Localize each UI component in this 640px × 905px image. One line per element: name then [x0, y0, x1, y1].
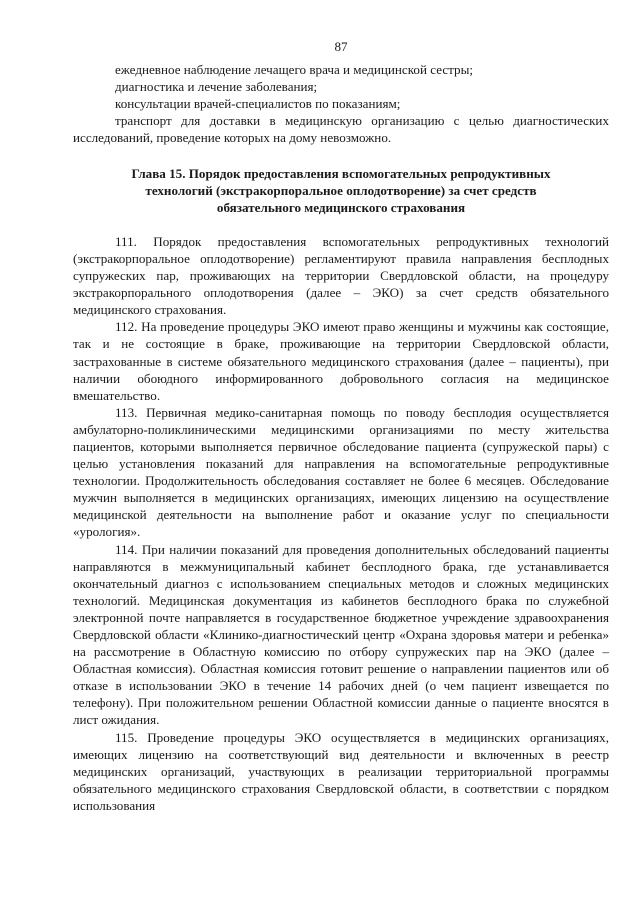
paragraph-114: 114. При наличии показаний для проведения дополнительных обследований пациенты направляются в межмуниципальный кабинет бесплодного брака, где устанавливается окончательный диагноз с использованием специальных методов и сложных медицинских технологий. Медицинская документация из кабинетов бесплодного брака по служебной электронной почте направляется в государственное бюджетное учреждение здравоохранения Свердловской области «Клинико-диагностический центр «Охрана здоровья матери и ребенка» на рассмотрение в Областную комиссию по отбору супружеских пар на ЭКО (далее – Областная комиссия). Областная комиссия готовит решение о направлении пациентов или об отказе в использовании ЭКО в течение 14 рабочих дней (о чем пациент извещается по телефону). При положительном решении Областной комиссии данные о пациенте вносятся в лист ожидания. [73, 541, 609, 728]
chapter-heading-line-2: технологий (экстракорпоральное оплодотворение) за счет средств [145, 182, 537, 198]
document-page [73, 38, 609, 814]
list-item-transport: транспорт для доставки в медицинскую организацию с целью диагностических исследований, проведение которых на дому невозможно. [73, 113, 609, 146]
paragraph-115: 115. Проведение процедуры ЭКО осуществляется в медицинских организациях, имеющих лицензию на соответствующий вид деятельности и включенных в реестр медицинских организаций, участвующих в реализации территориальной программы обязательного медицинского страхования Свердловской области, в соответствии с порядком использования [73, 729, 609, 813]
chapter-heading [73, 165, 609, 216]
paragraph-111: 111. Порядок предоставления вспомогательных репродуктивных технологий (экстракорпоральное оплодотворение) регламентируют правила направления бесплодных супружеских пар, проживающих на территории Свердловской области, на процедуру экстракорпорального оплодотворения (далее – ЭКО) за счет средств обязательного медицинского страхования. [73, 233, 609, 318]
list-item-observation: ежедневное наблюдение лечащего врача и медицинской сестры; [115, 62, 474, 78]
chapter-heading-line-3: обязательного медицинского страхования [216, 199, 466, 215]
paragraph-112: 112. На проведение процедуры ЭКО имеют право женщины и мужчины как состоящие, так и не состоящие в браке, проживающие на территории Свердловской области, застрахованные в системе обязательного медицинского страхования (далее – пациенты), при наличии обоюдного информированного добровольного согласия на медицинское вмешательство. [73, 319, 609, 403]
list-item-diagnostics: диагностика и лечение заболевания; [115, 79, 318, 95]
list-item-consultations: консультации врачей-специалистов по показаниям; [115, 96, 401, 112]
chapter-heading-line-1: Глава 15. Порядок предоставления вспомогательных репродуктивных [131, 165, 551, 181]
page-number: 87 [334, 39, 348, 54]
paragraph-113: 113. Первичная медико-санитарная помощь по поводу бесплодия осуществляется амбулаторно-поликлиническими медицинскими организациями по месту жительства пациентов, которыми выполняется первичное обследование пациента (супружеской пары) с целью установления показаний для направления на вспомогательные репродуктивные технологии. Продолжительность обследования составляет не более 6 месяцев. Обследование мужчин выполняется в медицинских организациях, имеющих лицензию на осуществление медицинской деятельности на выполнение работ и оказание услуг по специальности «урология». [73, 404, 609, 540]
